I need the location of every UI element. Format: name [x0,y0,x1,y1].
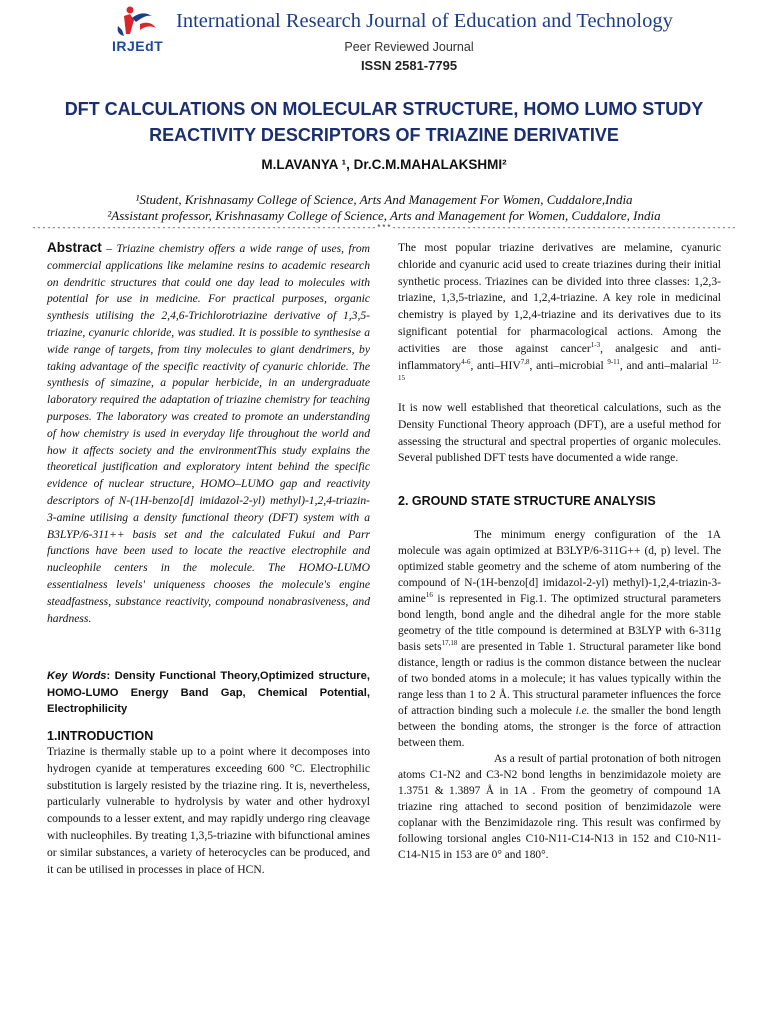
right-paragraph-3 [398,527,721,863]
ref-sup: 12-15 [398,357,721,383]
abstract-label: Abstract [47,240,102,255]
abstract [47,240,370,627]
separator: ---------------------------------------------------------------------***--------------------------------------------------------------------- [31,224,737,233]
p1-text-e: , and anti–malarial [619,358,712,372]
keywords-label: Key Words [47,670,107,682]
ref-sup: 17,18 [441,639,458,648]
p3-text-d: the smaller the bond length between the bonding atoms, the stronger is the force of attraction between them. [398,705,721,749]
p4-text: As a result of partial protonation of both nitrogen atoms C1-N2 and C3-N2 bond lengths in benzimidazole moiety are 1.3751 & 1.3897 Å in 1A . From the geometry of compound 1A triazine ring attached to second position of benzimidazole were coplanar with the Benzimidazole ring. This result was confirmed by following torsional angles C10-N11-C14-N13 in 152 and C10-N11-C14-N15 in 153 are 0° and 180°. [398,753,721,861]
right-paragraph-2: It is now well established that theoretical calculations, such as the Density Functional Theory approach (DFT), are a useful method for assessing the structural and spectral properties of organic molecules. Several published DFT tests have documented a wide range. [398,401,721,465]
p3-text-b: is represented in Fig.1. The optimized structural parameters bond length, bond angle and the dihedral angle for the more stable geometry of the title compound is determined at B3LYP with 6-311g basis sets [398,593,721,653]
p1-text-c: , anti–HIV [470,358,521,372]
section-2-heading: 2. GROUND STATE STRUCTURE ANALYSIS [398,494,656,508]
paper-title [30,96,738,148]
ref-sup: 16 [425,591,433,600]
affiliation-2: ²Assistant professor, Krishnasamy College of Science, Arts and Management for Women, Cuddalore, India [107,208,661,223]
ref-sup: 9-11 [607,357,620,366]
p3-ie: i.e. [575,705,590,717]
logo-text: IRJEdT [112,38,164,54]
peer-reviewed-label: Peer Reviewed Journal [344,40,474,54]
journal-title: International Research Journal of Education and Technology [176,10,673,32]
authors: M.LAVANYA ¹, Dr.C.M.MAHALAKSHMI² [261,157,507,172]
introduction-heading: 1.INTRODUCTION [47,729,154,743]
abstract-text: – Triazine chemistry offers a wide range of uses, from commercial applications like melamine resins to academic research on dendritic structures that could one day lead to molecules with potential for use in medicine. For practical purposes, organic synthesis utilising the 2,4,6-Trichlorotriazine derivative of 1,3,5-triazine, cyanuric chloride, was studied. It is possible to synthesise a wide range of targets, from tiny molecules to giant dendrimers, by taking advantage of the specific reactivity of cyanuric chloride. The synthesis of simazine, a popular herbicide, in an undergraduate laboratory required the adaptation of triazine chemistry for teaching purposes. The laboratory was created to promote an understanding of how chemistry is used in everyday life throughout the world and how it affects society and the environmentThis study explains the theoretical justification and exploratory intent behind the specific evidence of nuclear structure, HOMO–LUMO gap and reactivity descriptors of N-(1H-benzo[d] imidazol-2-yl) methyl)-1,2,4-triazin-3-amine utilising a density functional theory (DFT) system with a B3LYP/6-311++ basis set and the calculated Fukui and Parr functions have been used to locate the reactive electrophile and nucleophile centers in the molecule. The HOMO-LUMO essentialness levels' uniqueness chooses the molecule's engine steadfastness, substance reactivity, compound nonabrasiveness, and hardness. [47,242,370,625]
issn: ISSN 2581-7795 [360,58,458,73]
p1-text-b: , analgesic and anti-inflammatory [398,341,721,372]
ref-sup: 7,8 [520,357,530,366]
journal-header [0,0,768,80]
p3-text-a: The minimum energy configuration of the 1A molecule was again optimized at B3LYP/6-311G++ (d, p) level. The optimized stable geometry and the scheme of atom numbering of the compound of N-(1H-benzo[d] imidazol-2-yl) methyl)-1,2,4-triazin-3-amine [398,529,721,605]
title-line-1: DFT CALCULATIONS ON MOLECULAR STRUCTURE, HOMO LUMO STUDY [64,99,704,119]
affiliation-1: ¹Student, Krishnasamy College of Science, Arts And Management For Women, Cuddalore,India [135,192,633,207]
p3-text-c: are presented in Table 1. Structural parameter like bond distance, length or radius is the common distance between the nuclear of two bonded atoms in a molecule; it has values typically within the range less than 1 to 2 Å. This structural parameter influences the force of attraction binding such a molecule [398,641,721,717]
keywords-text: : Density Functional Theory,Optimized structure, HOMO-LUMO Energy Band Gap, Chemical Potential, Electrophilicity [47,670,370,716]
p1-text-a: The most popular triazine derivatives are melamine, cyanuric chloride and cyanuric acid used to create triazines during their initial synthetic process. Triazines can be divided into three classes: 1,2,3-triazine, 1,3,5-triazine, and 1,2,4-triazine. A key role in medicinal chemistry is played by 1,2,4-triazine and its derivatives due to its significant potential for pharmacological actions. Among the activities are those against cancer [398,241,721,355]
journal-logo-icon [110,4,172,64]
ref-sup: 1-3 [590,340,601,349]
keywords [47,668,370,718]
p1-text-d: , anti–microbial [529,358,608,372]
title-line-2: REACTIVITY DESCRIPTORS OF TRIAZINE DERIVATIVE [149,125,619,145]
right-paragraph-1 [398,240,721,391]
introduction-text: Triazine is thermally stable up to a point where it decomposes into hydrogen cyanide at temperatures exceeding 600 °C. Electrophilic substitution is largely resisted by the triazine ring. It is, nevertheless, particularly vulnerable to hydrolysis by water and other hydroxyl compounds to a lesser extent, and may rapidly undergo ring cleavage with nucleophiles. By treating 1,3,5-triazine with bifunctional amines or similar substances, a variety of heterocycles can be produced, and it can be utilised in processes in place of HCN. [47,745,370,876]
ref-sup: 4-6 [461,357,471,366]
